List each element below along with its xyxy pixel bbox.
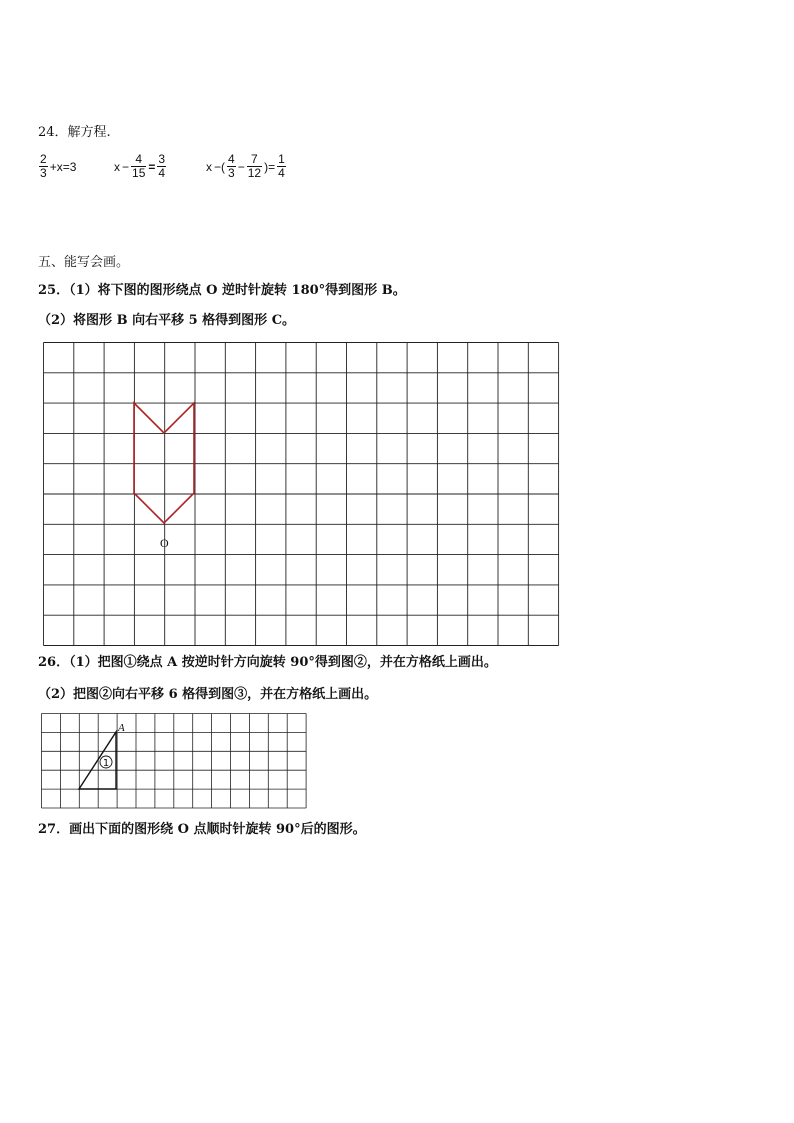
section-title: 五、能写会画。 — [38, 255, 130, 270]
denominator: 3 — [40, 166, 47, 180]
q25-grid — [44, 343, 559, 646]
q26-part1: 26．（1）把图①绕点 A 按逆时针方向旋转 90°得到图②，并在方格纸上画出。 — [38, 655, 497, 670]
q25-part2: （2）将图形 B 向右平移 5 格得到图形 C。 — [38, 313, 296, 328]
denominator: 4 — [278, 166, 285, 180]
equation-text: +x=3 — [49, 159, 77, 174]
operator: − — [237, 159, 245, 174]
arrow-shape — [134, 403, 194, 523]
denominator: 15 — [132, 166, 146, 180]
q26-grid — [42, 714, 307, 809]
q26-part2: （2）把图②向右平移 6 格得到图③，并在方格纸上画出。 — [38, 687, 378, 702]
denominator: 12 — [247, 166, 262, 180]
numerator: 1 — [278, 152, 285, 166]
denominator: 4 — [158, 166, 166, 180]
numerator: 2 — [40, 152, 47, 166]
operator: )= — [264, 159, 276, 174]
q24-title: 24．解方程. — [38, 125, 111, 140]
operator: −( — [214, 159, 226, 174]
numerator: 3 — [158, 152, 166, 166]
figure-number-label: 1 — [102, 758, 110, 769]
numerator: 4 — [228, 152, 235, 166]
numerator: 7 — [251, 152, 258, 166]
point-a-label: A — [118, 722, 125, 734]
variable-x: x — [206, 159, 212, 174]
variable-x: x — [114, 159, 120, 174]
q27-text: 27．画出下面的图形绕 O 点顺时针旋转 90°后的图形。 — [38, 822, 366, 837]
operator: − — [122, 159, 130, 174]
q25-part1: 25．（1）将下图的图形绕点 O 逆时针旋转 180°得到图形 B。 — [38, 283, 406, 298]
point-o-label: O — [160, 536, 169, 550]
numerator: 4 — [135, 152, 143, 166]
operator: = — [148, 159, 156, 174]
denominator: 3 — [228, 166, 235, 180]
